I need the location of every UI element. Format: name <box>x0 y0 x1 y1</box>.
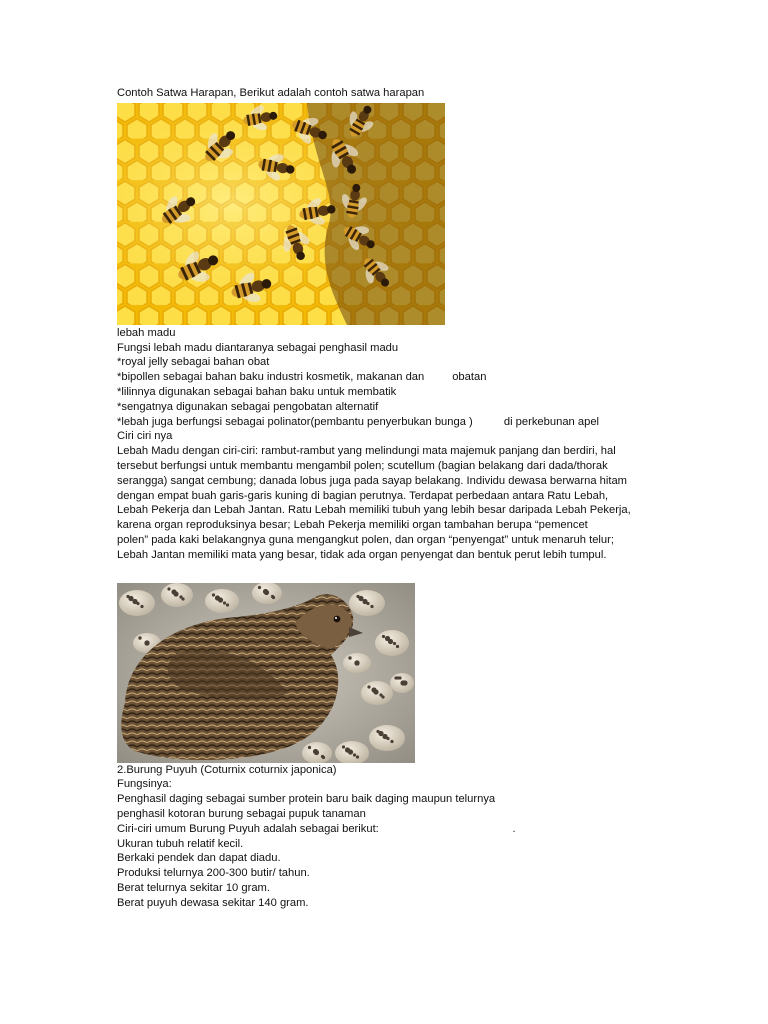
egg-speckle <box>140 604 143 607</box>
quail-trait-item: Berat telurnya sekitar 10 gram. <box>117 881 270 894</box>
bee-function-title: Fungsi lebah madu diantaranya sebagai penghasil madu <box>117 341 399 354</box>
bee-description-line: Lebah Pekerja dan Lebah Jantan. Ratu Lebah memiliki tubuh yang lebih besar daripada Lebah Pekerja, <box>117 504 631 517</box>
egg-speckle <box>386 736 389 739</box>
egg-speckle <box>167 587 170 590</box>
bee-use-item: *sengatnya digunakan sebagai pengobatan alternatif <box>117 400 379 413</box>
quail-trait-item: Ukuran tubuh relatif kecil. <box>117 837 244 850</box>
egg-speckle <box>308 745 311 748</box>
bee-traits-title: Ciri ciri nya <box>117 430 173 443</box>
egg-speckle <box>263 588 268 593</box>
egg-speckle <box>366 601 369 604</box>
document-heading: Contoh Satwa Harapan, Berikut adalah contoh satwa harapan <box>117 87 425 99</box>
egg-speckle <box>144 640 149 645</box>
bee-use-item: *bipollen sebagai bahan baku industri kosmetik, makanan dan obatan <box>117 371 487 384</box>
egg-speckle <box>345 747 350 752</box>
egg-speckle <box>353 753 356 756</box>
egg-speckle <box>136 601 139 604</box>
quail-trait-item: Berkaki pendek dan dapat diadu. <box>117 852 281 865</box>
egg-speckle <box>313 748 318 753</box>
egg-speckle <box>370 604 373 607</box>
egg-speckle <box>390 739 393 742</box>
egg-speckle <box>128 595 133 600</box>
egg-speckle <box>393 641 396 644</box>
quail-function-item: penghasil kotoran burung sebagai pupuk tanaman <box>117 807 366 820</box>
egg-speckle <box>258 585 261 588</box>
quail-traits-title: Ciri-ciri umum Burung Puyuh adalah sebagai berikut: . <box>117 822 516 835</box>
egg-speckle <box>342 745 345 748</box>
quail-title: 2.Burung Puyuh (Coturnix coturnix japonica) <box>117 763 337 776</box>
egg-speckle <box>215 595 220 600</box>
bee-use-item: *royal jelly sebagai bahan obat <box>117 356 270 369</box>
document-page <box>117 86 657 911</box>
bee-caption: lebah madu <box>117 326 176 339</box>
quail-illustration <box>117 583 415 763</box>
honeybee-illustration <box>117 103 445 325</box>
egg-speckle <box>371 687 376 692</box>
bee-use-item: *lebah juga berfungsi sebagai polinator(pembantu penyerbukan bunga ) di perkebunan apel <box>117 415 600 428</box>
egg-speckle <box>382 634 385 637</box>
bee-description-line: Lebah Jantan memiliki mata yang besar, tidak ada organ penyengat dan bentuk perut lebih tumpul. <box>117 548 607 561</box>
egg-speckle <box>385 635 390 640</box>
egg-speckle <box>396 644 399 647</box>
egg-speckle <box>138 636 141 639</box>
quail-function-item: Penghasil daging sebagai sumber protein baru baik daging maupun telurnya <box>117 793 496 806</box>
bee-description-line: Lebah Madu dengan ciri-ciri: rambut-rambut yang melindungi mata majemuk panjang dan berdiri, hal <box>117 445 616 458</box>
quail-function-title: Fungsinya: <box>117 778 172 791</box>
egg-speckle <box>378 730 383 735</box>
egg-speckle <box>356 755 359 758</box>
egg-speckle <box>348 656 351 659</box>
honeybee-image <box>117 103 445 325</box>
bee-description-line: tersebut berfungsi untuk membantu mengambil polen; scutellum (bagian belakang dari dada/thorak <box>117 459 608 472</box>
egg-speckle <box>367 685 370 688</box>
quail-image <box>117 583 415 763</box>
egg-speckle <box>354 660 359 665</box>
egg-speckle <box>171 589 176 594</box>
egg-speckle <box>223 601 226 604</box>
egg-speckle <box>402 680 407 685</box>
bee-description-line: dengan empat buah garis-garis kuning di bagian perutnya. Terdapat perbedaan antara Ratu Lebah, <box>117 489 609 502</box>
egg-speckle <box>226 603 229 606</box>
egg-speckle <box>379 693 382 696</box>
egg-speckle <box>321 754 324 757</box>
egg-speckle <box>398 676 401 679</box>
quail-trait-item: Produksi telurnya 200-300 butir/ tahun. <box>117 867 310 880</box>
egg-speckle <box>358 595 363 600</box>
bee-description-line: serangga) sangat cembung; danada lobus juga pada sayap belakang. Individu dewasa berwarna hitam <box>117 474 628 487</box>
bee-description-line: polen” pada kaki belakangnya guna mengangkut polen, dan organ “penyengat” untuk menaruh telur; <box>117 533 614 546</box>
egg-speckle <box>271 594 274 597</box>
egg-speckle <box>212 593 215 596</box>
bee-description-line: karena organ reproduksinya besar; Lebah Pekerja memiliki organ tambahan berupa “pemencet <box>117 519 588 532</box>
bee-use-item: *lilinnya digunakan sebagai bahan baku untuk membatik <box>117 385 397 398</box>
quail-trait-item: Berat puyuh dewasa sekitar 140 gram. <box>117 896 309 909</box>
egg-speckle <box>179 595 182 598</box>
